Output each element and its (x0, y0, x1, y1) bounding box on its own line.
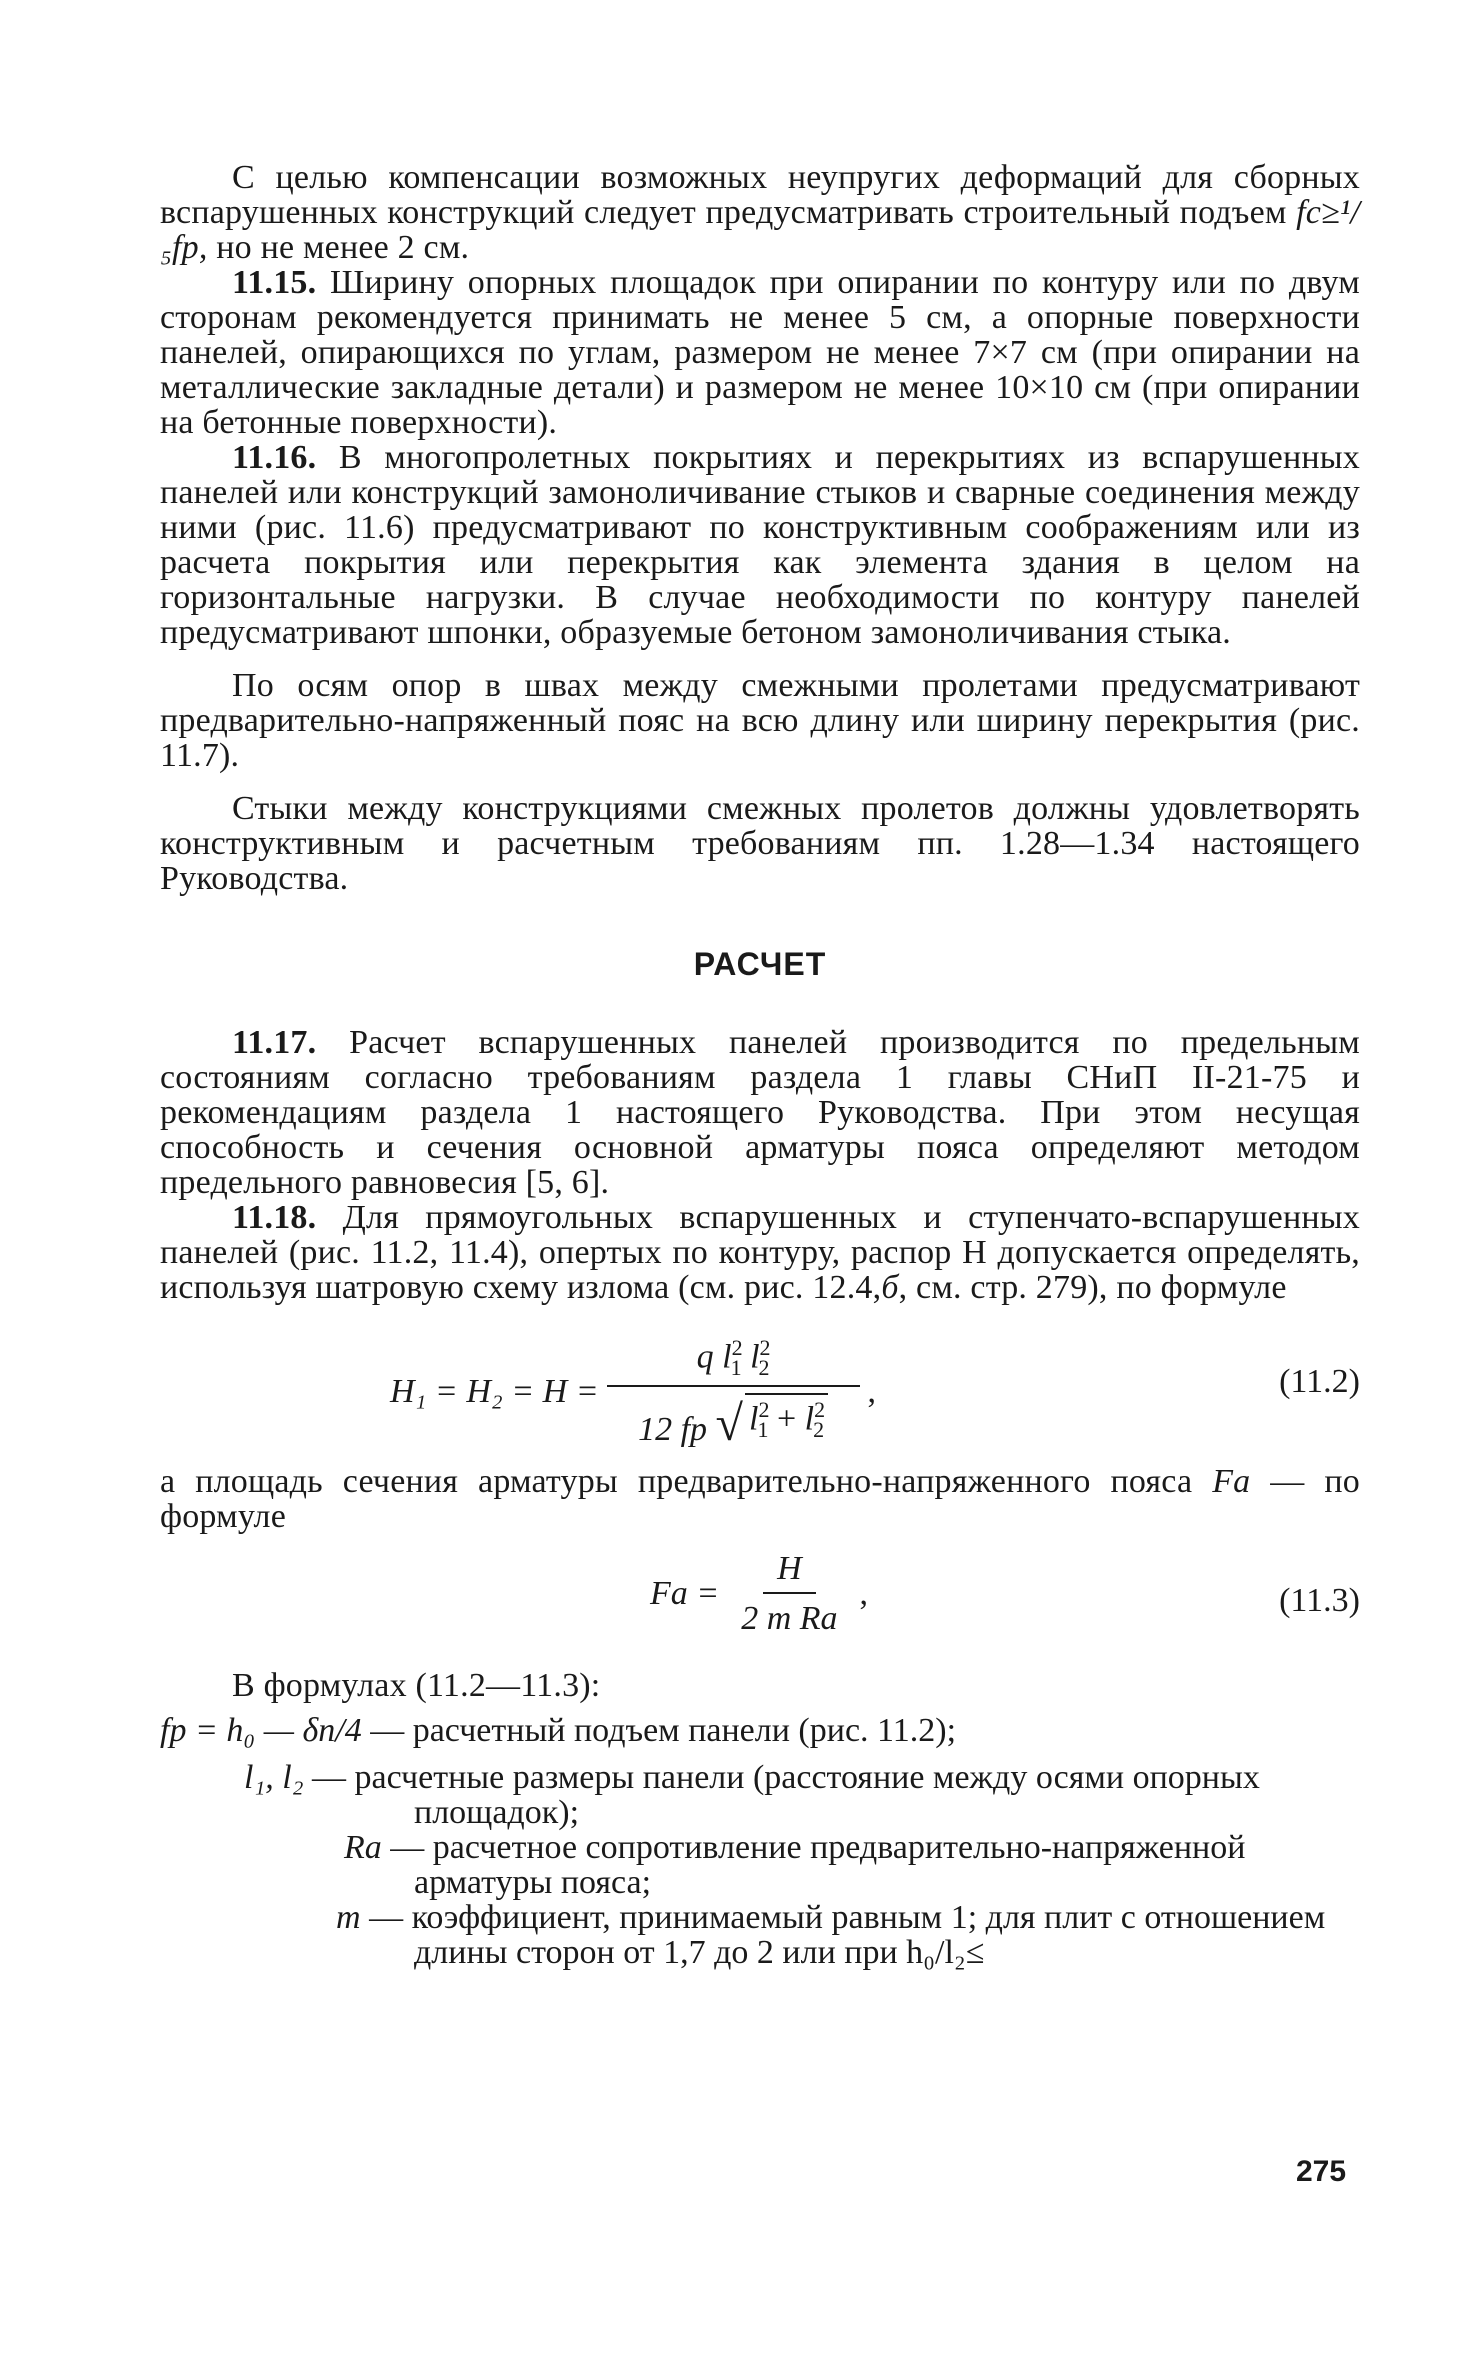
definition-l1-l2: l₁, l₂ — расчетные размеры панели (расстояние между осями опорных площадок); (244, 1759, 1260, 1831)
paragraph-in-formulas: В формулах (11.2—11.3): (232, 1667, 601, 1704)
equation-number: (11.3) (1279, 1582, 1360, 1619)
formula-lhs: H₁ = H₂ = H = (390, 1373, 599, 1411)
formula-11-2: H₁ = H₂ = H = q $l^2_1$ $l^2_2$ 12 fр √ $l^2_1 + l^2_2$ , (11.2) (390, 1335, 1360, 1452)
paragraph-supports: По осям опор в швах между смежными пролетами предусматривают предварительно-напряженный пояс на всю длину или ширину перекрытия (рис. 11.7). (160, 667, 1360, 774)
section-heading: РАСЧЕТ (693, 946, 827, 982)
equation-number: (11.2) (1279, 1363, 1360, 1400)
paragraph-11-17: 11.17. Расчет вспарушенных панелей производится по предельным состояниям согласно требованиям раздела 1 главы СНиП II-21-75 и рекомендациям раздела 1 настоящего Руководства. При этом несущая способность и сечения основной арматуры пояса определяют методом предельного равновесия [5, 6]. (160, 1024, 1360, 1201)
paragraph-joints: Стыки между конструкциями смежных пролетов должны удовлетворять конструктивным и расчетным требованиям пп. 1.28—1.34 настоящего Руководства. (160, 790, 1360, 897)
page-body (160, 160, 1360, 1970)
paragraph-11-15: 11.15. Ширину опорных площадок при опирании по контуру или по двум сторонам рекомендуется принимать не менее 5 см, а опорные поверхности панелей, опирающихся по углам, размером не менее 7×7 см (при опирании на металлические закладные детали) и размером не менее 10×10 см (при опирании на бетонные поверхности). (160, 264, 1360, 441)
paragraph-11-16: 11.16. В многопролетных покрытиях и перекрытиях из вспарушенных панелей или конструкций замоноличивание стыков и сварные соединения между ними (рис. 11.6) предусматривают по конструктивным соображениям или из расчета покрытия или перекрытия как элемента здания в целом на горизонтальные нагрузки. В случае необходимости по контуру панелей предусматривают шпонки, образуемые бетоном замоноличивания стыка. (160, 439, 1360, 651)
sqrt-sign: √ $l^2_1 + l^2_2$ (716, 1393, 829, 1443)
inline-formula-fc: fс≥¹/₅fр, (160, 194, 1360, 266)
fraction: $\frac{H}{\text{2 m Rа}}$ (741, 1550, 838, 1637)
fraction: q $l^2_1$ $l^2_2$ 12 fр √ $l^2_1 + l^2_2$ (607, 1335, 860, 1449)
definition-m: m — коэффициент, принимаемый равным 1; для плит с отношением длины сторон от 1,7 до 2 или при h₀/l₂≤ (336, 1899, 1326, 1971)
definition-fp: fр = h₀ — δп/4 — расчетный подъем панели (рис. 11.2); (160, 1712, 957, 1749)
formula-11-3: Fа = $\frac{H}{\text{2 m Rа}}$ , (11.3) (650, 1550, 1360, 1637)
clause-number: 11.16. (232, 439, 317, 476)
paragraph-11-18: 11.18. Для прямоугольных вспарушенных и ступенчато-вспарушенных панелей (рис. 11.2, 11.4), опертых по контуру, распор Н допускается определять, используя шатровую схему излома (см. рис. 12.4,б, см. стр. 279), по формуле (160, 1199, 1360, 1306)
clause-number: 11.17. (232, 1024, 317, 1061)
formula-lhs: Fа = (650, 1575, 720, 1612)
page-number: 275 (1296, 2155, 1347, 2188)
definitions-list (160, 1713, 1360, 1970)
clause-number: 11.15. (232, 264, 317, 301)
definition-ra: Rа — расчетное сопротивление предварительно-напряженной арматуры пояса; (344, 1829, 1246, 1901)
clause-number: 11.18. (232, 1199, 317, 1236)
paragraph-section-area: а площадь сечения арматуры предварительно-напряженного пояса Fа — по формуле (160, 1463, 1360, 1535)
paragraph-compensation: С целью компенсации возможных неупругих деформаций для сборных вспарушенных конструкций следует предусматривать строительный подъем fс≥¹/₅fр, но не менее 2 см. (160, 159, 1360, 266)
